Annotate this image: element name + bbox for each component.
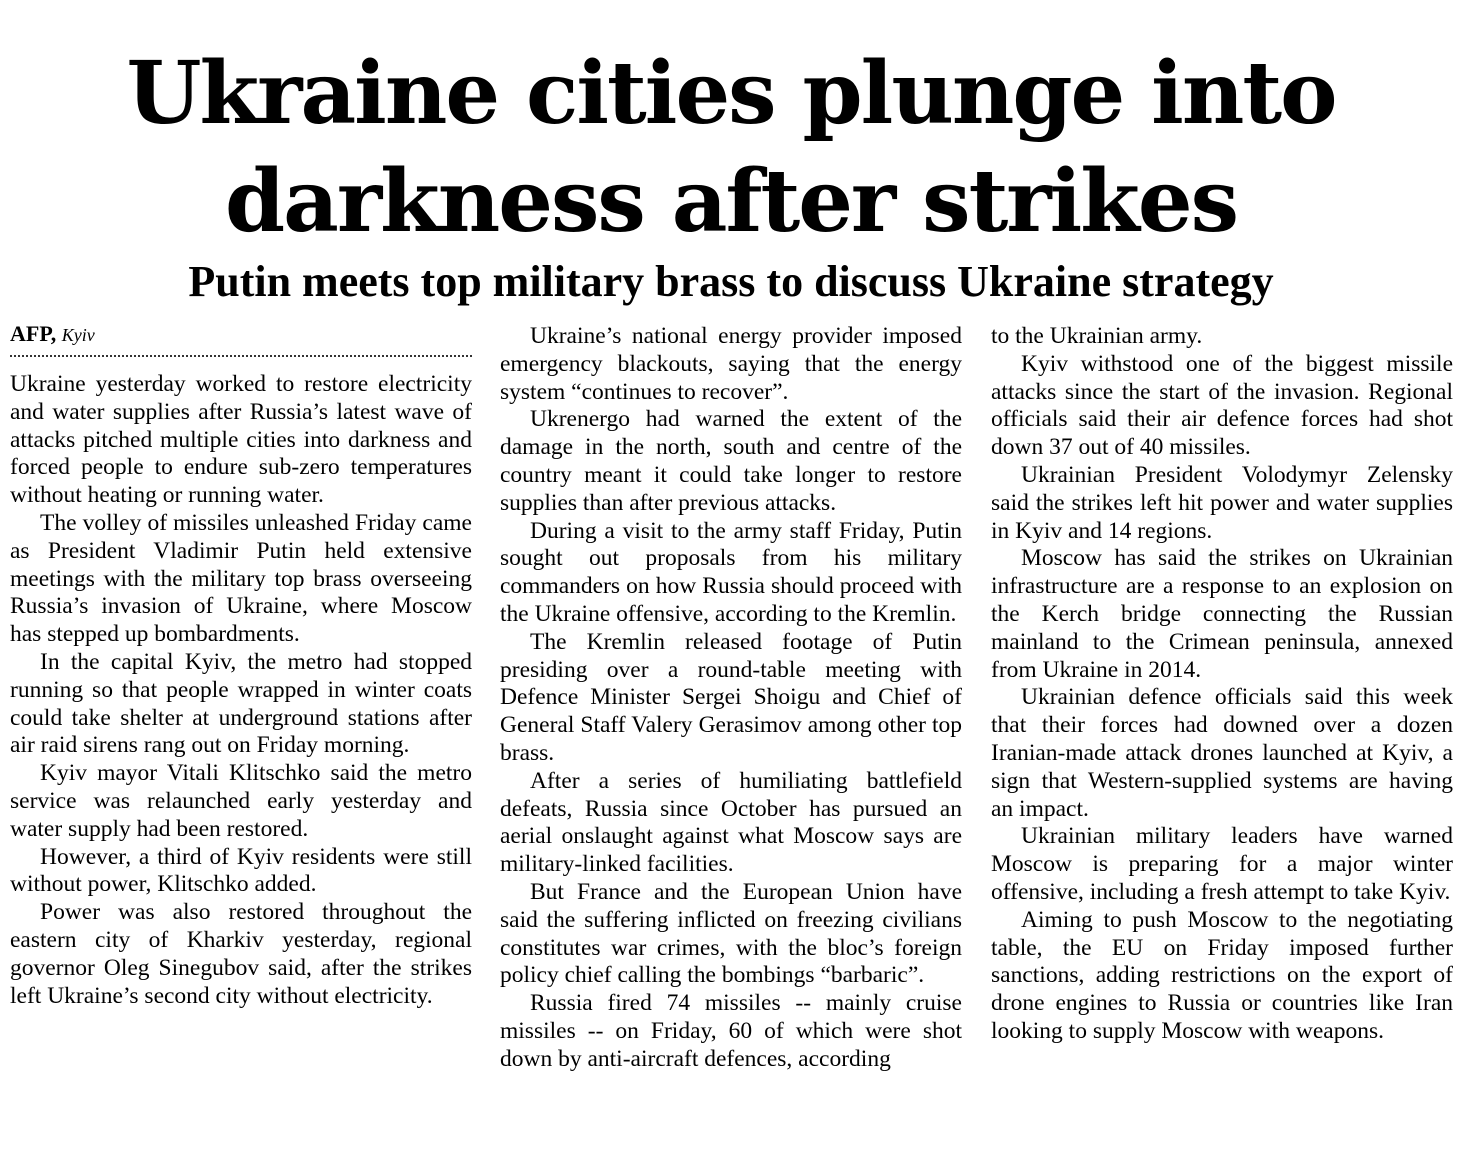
paragraph: Russia fired 74 missiles -- mainly cruise missiles -- on Friday, 60 of which were shot down by anti-aircraft defences, according — [500, 990, 962, 1072]
paragraph: However, a third of Kyiv residents were still without power, Klitschko added. — [10, 843, 472, 898]
headline-line-2: darkness after strikes — [224, 151, 1238, 252]
byline-agency: AFP, — [10, 321, 57, 346]
paragraph: The Kremlin released footage of Putin presiding over a round-table meeting with Defence Minister Sergei Shoigu and Chief of General Staff Valery Gerasimov among other top brass. — [500, 628, 962, 766]
paragraph: Ukraine yesterday worked to restore electricity and water supplies after Russia’s latest wave of attacks pitched multiple cities into darkness and forced people to endure sub-zero temperatures without heating or running water. — [10, 371, 472, 509]
paragraph: Ukraine’s national energy provider imposed emergency blackouts, saying that the energy system “continues to recover”. — [500, 323, 962, 405]
paragraph: Power was also restored throughout the eastern city of Kharkiv yesterday, regional governor Oleg Sinegubov said, after the strikes left Ukraine’s second city without electricity. — [10, 899, 472, 1009]
paragraph: Ukrenergo had warned the extent of the damage in the north, south and centre of the country meant it could take longer to restore supplies than after previous attacks. — [500, 406, 962, 516]
paragraph: The volley of missiles unleashed Friday came as President Vladimir Putin held extensive meetings with the military top brass overseeing Russia’s invasion of Ukraine, where Moscow has stepped up bombardments. — [10, 509, 472, 648]
paragraph: During a visit to the army staff Friday, Putin sought out proposals from his military commanders on how Russia should proceed with the Ukraine offensive, according to the Kremlin. — [500, 517, 962, 627]
paragraph: Kyiv withstood one of the biggest missile attacks since the start of the invasion. Regional officials said their air defence forces had shot down 37 out of 40 missiles. — [991, 350, 1453, 461]
paragraph: Kyiv mayor Vitali Klitschko said the metro service was relaunched early yesterday and water supply had been restored. — [10, 760, 472, 842]
article-column-1 — [10, 320, 472, 1010]
paragraph: But France and the European Union have said the suffering inflicted on freezing civilians constitutes war crimes, with the bloc’s foreign policy chief calling the bombings “barbaric”. — [500, 878, 962, 989]
paragraph: Ukrainian military leaders have warned Moscow is preparing for a major winter offensive, including a fresh attempt to take Kyiv. — [991, 823, 1453, 905]
article-subheadline: Putin meets top military brass to discuss Ukraine strategy — [188, 257, 1274, 306]
paragraph: to the Ukrainian army. — [991, 323, 1203, 349]
article-headline — [0, 40, 1462, 256]
byline-location: Kyiv — [61, 325, 95, 345]
headline-line-1: Ukraine cities plunge into — [126, 43, 1336, 144]
paragraph: After a series of humiliating battlefield defeats, Russia since October has pursued an aerial onslaught against what Moscow says are military-linked facilities. — [500, 767, 962, 878]
article-column-3 — [991, 323, 1453, 1046]
paragraph: In the capital Kyiv, the metro had stopped running so that people wrapped in winter coats could take shelter at underground stations after air raid sirens rang out on Friday morning. — [10, 648, 472, 759]
paragraph: Ukrainian President Volodymyr Zelensky said the strikes left hit power and water supplies in Kyiv and 14 regions. — [991, 461, 1453, 544]
paragraph: Moscow has said the strikes on Ukrainian infrastructure are a response to an explosion on the Kerch bridge connecting the Russian mainland to the Crimean peninsula, annexed from Ukraine in 2014. — [991, 545, 1453, 683]
article-column-2 — [500, 323, 962, 1074]
paragraph: Aiming to push Moscow to the negotiating table, the EU on Friday imposed further sanctions, adding restrictions on the export of drone engines to Russia or countries like Iran looking to supply Moscow with weapons. — [991, 906, 1453, 1044]
paragraph: Ukrainian defence officials said this week that their forces had downed over a dozen Iranian-made attack drones launched at Kyiv, a sign that Western-supplied systems are having an impact. — [991, 684, 1453, 822]
byline — [10, 320, 472, 357]
